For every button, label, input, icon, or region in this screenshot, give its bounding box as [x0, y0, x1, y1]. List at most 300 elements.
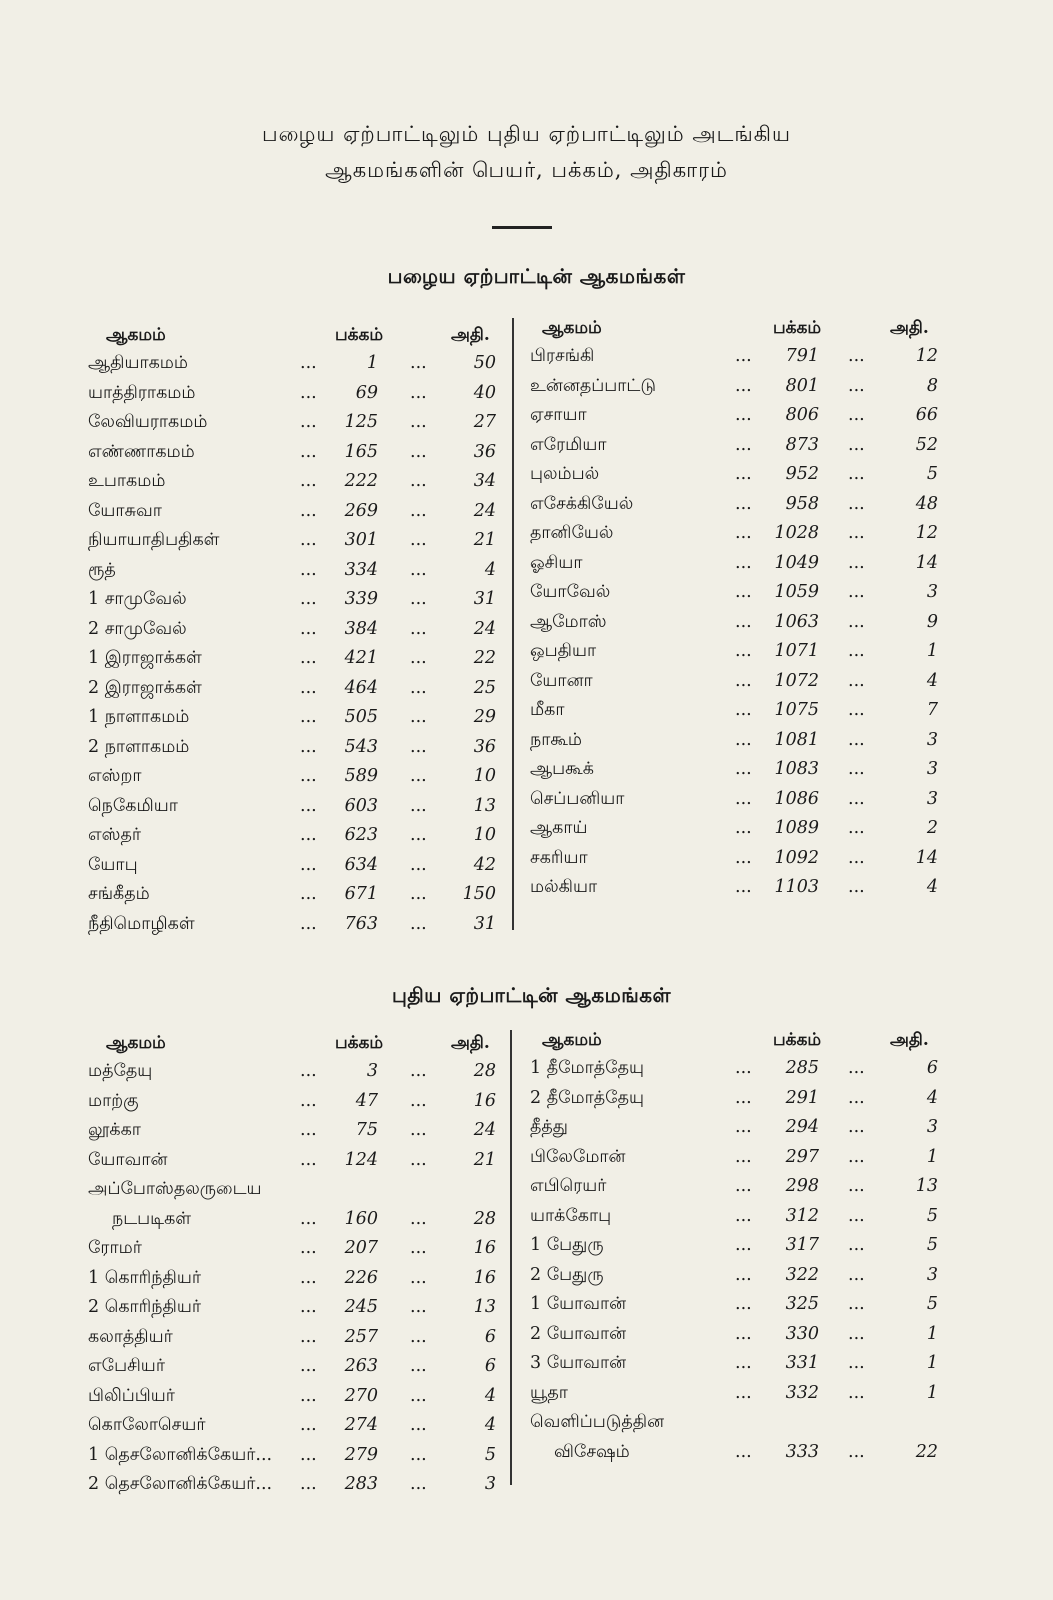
page-number: 505 — [344, 707, 378, 727]
leader-dots: ... — [735, 729, 752, 750]
chapter-count: 150 — [462, 884, 496, 904]
book-name: 1 நாளாகமம் — [88, 707, 190, 727]
book-name: 2 பேதுரு — [530, 1264, 604, 1285]
leader-dots: ... — [848, 1353, 865, 1373]
chapter-count: 22 — [915, 1441, 938, 1462]
leader-dots: ... — [410, 854, 427, 875]
book-name: நாகூம் — [530, 729, 583, 750]
book-name: 1 தெசலோனிக்கேயர்... — [88, 1444, 273, 1465]
book-name: யோசுவா — [88, 500, 162, 521]
leader-dots: ... — [735, 1264, 752, 1285]
leader-dots: ... — [848, 1382, 865, 1403]
book-name: 1 தீமோத்தேயு — [530, 1058, 644, 1078]
column-divider — [512, 318, 514, 930]
page-title-line-2: ஆகமங்களின் பெயர், பக்கம், அதிகாரம் — [325, 158, 728, 182]
book-name: செப்பனியா — [530, 788, 625, 809]
leader-dots: ... — [300, 412, 317, 432]
leader-dots: ... — [848, 1323, 865, 1344]
leader-dots: ... — [300, 1090, 317, 1111]
book-name: பிலேமோன் — [530, 1146, 626, 1167]
book-name: மாற்கு — [88, 1090, 139, 1111]
leader-dots: ... — [300, 559, 317, 580]
chapter-count: 3 — [926, 788, 938, 809]
book-name: யாக்கோபு — [530, 1205, 612, 1226]
page-number: 1 — [366, 353, 378, 373]
leader-dots: ... — [410, 736, 427, 757]
leader-dots: ... — [300, 1474, 317, 1494]
page-number: 421 — [344, 648, 378, 668]
leader-dots: ... — [848, 1087, 865, 1108]
chapter-count: 3 — [926, 1117, 938, 1137]
page-number: 160 — [344, 1208, 378, 1229]
book-name: நீதிமொழிகள் — [88, 913, 195, 934]
leader-dots: ... — [300, 1120, 317, 1140]
leader-dots: ... — [735, 375, 752, 396]
book-row — [88, 589, 516, 619]
book-name: 1 யோவான் — [530, 1294, 627, 1314]
book-name: உன்னதப்பாட்டு — [530, 375, 656, 396]
old-testament-heading: பழைய ஏற்பாட்டின் ஆகமங்கள் — [387, 264, 686, 288]
page-number: 671 — [344, 884, 378, 904]
page-number: 791 — [785, 346, 819, 366]
leader-dots: ... — [410, 500, 427, 521]
book-row — [530, 730, 960, 760]
chapter-count: 14 — [915, 847, 938, 868]
book-row — [88, 1445, 516, 1475]
page-number: 317 — [785, 1235, 819, 1255]
leader-dots: ... — [848, 641, 865, 661]
chapter-count: 9 — [926, 611, 938, 632]
page-number: 1063 — [774, 611, 819, 632]
chapters-column-header: அதி. — [451, 1033, 490, 1053]
chapter-count: 16 — [473, 1090, 496, 1111]
leader-dots: ... — [410, 766, 427, 786]
leader-dots: ... — [848, 611, 865, 632]
book-name: தீத்து — [530, 1117, 568, 1137]
old-testament-right-column — [530, 318, 960, 907]
book-row — [530, 346, 960, 376]
leader-dots: ... — [410, 648, 427, 668]
chapter-count: 1 — [926, 1353, 938, 1373]
book-row — [530, 1235, 960, 1265]
leader-dots: ... — [300, 1238, 317, 1258]
page-number: 1086 — [774, 788, 819, 809]
leader-dots: ... — [300, 766, 317, 786]
book-name: கொலோசெயர் — [88, 1415, 206, 1435]
leader-dots: ... — [848, 1117, 865, 1137]
chapter-count: 27 — [473, 412, 496, 432]
book-row — [530, 1265, 960, 1295]
page-number: 1072 — [774, 670, 819, 691]
book-name: விசேஷம் — [554, 1441, 630, 1462]
page-number: 623 — [344, 825, 378, 845]
chapter-count: 6 — [484, 1356, 496, 1376]
chapter-count: 12 — [915, 523, 938, 543]
book-name: 2 சாமுவேல் — [88, 618, 187, 639]
chapter-count: 21 — [473, 530, 496, 550]
chapters-column-header: அதி. — [890, 1030, 929, 1050]
leader-dots: ... — [300, 795, 317, 816]
page-number: 257 — [344, 1326, 378, 1347]
chapter-count: 40 — [473, 382, 496, 403]
leader-dots: ... — [735, 434, 752, 455]
book-row — [530, 1294, 960, 1324]
page-number: 334 — [344, 559, 378, 580]
book-row — [530, 1442, 960, 1472]
leader-dots: ... — [300, 1149, 317, 1170]
new-testament-heading: புதிய ஏற்பாட்டின் ஆகமங்கள் — [391, 983, 672, 1007]
book-row — [88, 648, 516, 678]
leader-dots: ... — [300, 382, 317, 403]
book-row — [88, 353, 516, 383]
book-row — [530, 759, 960, 789]
book-row — [88, 1150, 516, 1180]
book-name: யோபு — [88, 854, 138, 875]
leader-dots: ... — [410, 382, 427, 403]
chapter-count: 16 — [473, 1267, 496, 1288]
leader-dots: ... — [848, 788, 865, 809]
column-header — [88, 1033, 516, 1061]
leader-dots: ... — [300, 677, 317, 698]
chapter-count: 5 — [926, 1205, 938, 1226]
leader-dots: ... — [848, 1146, 865, 1167]
chapter-count: 42 — [473, 854, 496, 875]
leader-dots: ... — [735, 788, 752, 809]
leader-dots: ... — [300, 471, 317, 491]
chapter-count: 5 — [484, 1444, 496, 1465]
leader-dots: ... — [300, 500, 317, 521]
leader-dots: ... — [735, 818, 752, 838]
book-row — [530, 1206, 960, 1236]
leader-dots: ... — [848, 582, 865, 602]
book-row — [530, 641, 960, 671]
page-number: 3 — [366, 1061, 378, 1081]
page-number: 1092 — [774, 847, 819, 868]
page-number: 301 — [344, 530, 378, 550]
leader-dots: ... — [410, 441, 427, 462]
book-row — [530, 700, 960, 730]
leader-dots: ... — [848, 1205, 865, 1226]
chapter-count: 34 — [473, 471, 496, 491]
page-number: 543 — [344, 736, 378, 757]
leader-dots: ... — [735, 641, 752, 661]
chapter-count: 24 — [473, 618, 496, 639]
book-row — [88, 1474, 516, 1504]
book-row — [88, 1268, 516, 1298]
chapter-count: 4 — [926, 670, 938, 691]
book-row — [88, 560, 516, 590]
book-row — [88, 619, 516, 649]
book-name: ரோமர் — [88, 1238, 142, 1258]
book-column-header: ஆகமம் — [542, 1030, 602, 1050]
leader-dots: ... — [410, 353, 427, 373]
chapter-count: 3 — [926, 729, 938, 750]
book-row — [530, 1176, 960, 1206]
leader-dots: ... — [848, 552, 865, 573]
book-name: நெகேமியா — [88, 795, 178, 816]
page-number: 763 — [344, 913, 378, 934]
book-row — [530, 848, 960, 878]
leader-dots: ... — [300, 1444, 317, 1465]
book-name: ஆதியாகமம் — [88, 353, 188, 373]
book-name: 1 பேதுரு — [530, 1235, 604, 1255]
book-name: எரேமியா — [530, 434, 607, 455]
book-column-header: ஆகமம் — [106, 1033, 166, 1053]
book-row — [530, 553, 960, 583]
page-number: 270 — [344, 1385, 378, 1406]
book-row — [88, 678, 516, 708]
page-number: 873 — [785, 434, 819, 455]
book-name: நியாயாதிபதிகள் — [88, 530, 220, 550]
leader-dots: ... — [300, 1385, 317, 1406]
leader-dots: ... — [410, 825, 427, 845]
chapter-count: 31 — [473, 589, 496, 609]
page-number: 312 — [785, 1205, 819, 1226]
old-testament-left-column — [88, 325, 516, 943]
book-name: எஸ்றா — [88, 766, 142, 786]
book-row — [88, 855, 516, 885]
chapter-count: 25 — [473, 677, 496, 698]
chapter-count: 5 — [926, 464, 938, 484]
book-row — [88, 442, 516, 472]
book-name: எபேசியர் — [88, 1356, 165, 1376]
leader-dots: ... — [848, 847, 865, 868]
book-name: அப்போஸ்தலருடைய — [88, 1179, 262, 1199]
chapter-count: 5 — [926, 1294, 938, 1314]
leader-dots: ... — [848, 1441, 865, 1462]
leader-dots: ... — [410, 1474, 427, 1494]
chapter-count: 24 — [473, 1120, 496, 1140]
page-number: 333 — [785, 1441, 819, 1462]
chapter-count: 3 — [484, 1474, 496, 1494]
book-row — [88, 914, 516, 944]
page-number: 47 — [355, 1090, 378, 1111]
leader-dots: ... — [848, 877, 865, 897]
leader-dots: ... — [410, 1415, 427, 1435]
book-name: ஒபதியா — [530, 641, 597, 661]
book-column-header: ஆகமம் — [106, 325, 166, 345]
book-name: உபாகமம் — [88, 471, 166, 491]
book-name: ஓசியா — [530, 552, 583, 573]
page-number: 294 — [785, 1117, 819, 1137]
leader-dots: ... — [848, 493, 865, 514]
book-row — [530, 435, 960, 465]
book-row — [88, 1179, 516, 1209]
leader-dots: ... — [300, 530, 317, 550]
book-name: ரூத் — [88, 559, 116, 580]
column-divider — [510, 1030, 512, 1485]
chapter-count: 24 — [473, 500, 496, 521]
leader-dots: ... — [735, 582, 752, 602]
leader-dots: ... — [410, 618, 427, 639]
book-name: 1 இராஜாக்கள் — [88, 648, 202, 668]
leader-dots: ... — [410, 1267, 427, 1288]
leader-dots: ... — [410, 589, 427, 609]
book-row — [530, 818, 960, 848]
chapter-count: 52 — [915, 434, 938, 455]
leader-dots: ... — [300, 1208, 317, 1229]
leader-dots: ... — [735, 464, 752, 484]
leader-dots: ... — [735, 877, 752, 897]
page-number: 322 — [785, 1264, 819, 1285]
leader-dots: ... — [735, 847, 752, 868]
book-name: பிலிப்பியர் — [88, 1385, 175, 1406]
book-row — [88, 1356, 516, 1386]
book-row — [88, 1297, 516, 1327]
book-row — [88, 737, 516, 767]
book-name: 2 நாளாகமம் — [88, 736, 190, 757]
page-number: 269 — [344, 500, 378, 521]
leader-dots: ... — [410, 884, 427, 904]
page-number: 331 — [785, 1353, 819, 1373]
leader-dots: ... — [735, 1382, 752, 1403]
leader-dots: ... — [300, 854, 317, 875]
book-row — [530, 789, 960, 819]
leader-dots: ... — [735, 1441, 752, 1462]
page-number: 226 — [344, 1267, 378, 1288]
book-row — [530, 376, 960, 406]
book-row — [530, 582, 960, 612]
page-number: 332 — [785, 1382, 819, 1403]
leader-dots: ... — [735, 405, 752, 425]
leader-dots: ... — [300, 441, 317, 462]
book-row — [530, 1353, 960, 1383]
book-row — [88, 1091, 516, 1121]
page-column-header: பக்கம் — [773, 1030, 822, 1050]
page-number: 1081 — [774, 729, 819, 750]
book-name: 1 சாமுவேல் — [88, 589, 187, 609]
leader-dots: ... — [300, 736, 317, 757]
chapter-count: 1 — [926, 1146, 938, 1167]
book-name: 1 கொரிந்தியர் — [88, 1267, 201, 1288]
new-testament-right-column — [530, 1030, 960, 1471]
chapter-count: 1 — [926, 641, 938, 661]
page-number: 222 — [344, 471, 378, 491]
chapter-count: 6 — [484, 1326, 496, 1347]
page-number: 75 — [355, 1120, 378, 1140]
leader-dots: ... — [735, 1117, 752, 1137]
leader-dots: ... — [300, 913, 317, 934]
leader-dots: ... — [410, 1061, 427, 1081]
book-name: 2 தீமோத்தேயு — [530, 1087, 644, 1108]
leader-dots: ... — [848, 700, 865, 720]
page-number: 298 — [785, 1176, 819, 1196]
chapter-count: 16 — [473, 1238, 496, 1258]
chapter-count: 12 — [915, 346, 938, 366]
leader-dots: ... — [848, 375, 865, 396]
book-name: ஆமோஸ் — [530, 611, 607, 632]
book-row — [530, 1383, 960, 1413]
leader-dots: ... — [300, 884, 317, 904]
chapter-count: 3 — [926, 1264, 938, 1285]
page-number: 69 — [355, 382, 378, 403]
book-row — [530, 1412, 960, 1442]
chapter-count: 13 — [473, 1297, 496, 1317]
book-row — [88, 1415, 516, 1445]
chapter-count: 1 — [926, 1323, 938, 1344]
chapter-count: 13 — [915, 1176, 938, 1196]
book-row — [530, 612, 960, 642]
chapter-count: 13 — [473, 795, 496, 816]
leader-dots: ... — [410, 795, 427, 816]
page-number: 384 — [344, 618, 378, 639]
book-name: யூதா — [530, 1382, 568, 1403]
book-row — [530, 1058, 960, 1088]
leader-dots: ... — [735, 1205, 752, 1226]
book-row — [530, 494, 960, 524]
book-name: யாத்திராகமம் — [88, 382, 196, 403]
page-column-header: பக்கம் — [335, 325, 384, 345]
leader-dots: ... — [848, 346, 865, 366]
leader-dots: ... — [410, 677, 427, 698]
page-number: 325 — [785, 1294, 819, 1314]
book-name: யோவான் — [88, 1149, 168, 1170]
book-name: மத்தேயு — [88, 1061, 153, 1081]
chapter-count: 4 — [484, 1385, 496, 1406]
new-testament-left-column — [88, 1033, 516, 1504]
chapter-count: 4 — [926, 877, 938, 897]
book-row — [88, 825, 516, 855]
chapter-count: 50 — [473, 353, 496, 373]
book-row — [88, 1120, 516, 1150]
leader-dots: ... — [735, 611, 752, 632]
book-name: புலம்பல் — [530, 464, 600, 484]
leader-dots: ... — [848, 1235, 865, 1255]
chapter-count: 6 — [926, 1058, 938, 1078]
chapters-column-header: அதி. — [890, 318, 929, 338]
page-number: 589 — [344, 766, 378, 786]
chapter-count: 4 — [484, 559, 496, 580]
book-name: 2 யோவான் — [530, 1323, 627, 1344]
book-name: யோவேல் — [530, 582, 611, 602]
leader-dots: ... — [848, 434, 865, 455]
column-header — [530, 1030, 960, 1058]
book-name: எபிரெயர் — [530, 1176, 607, 1196]
book-row — [88, 1061, 516, 1091]
leader-dots: ... — [848, 1058, 865, 1078]
book-row — [88, 1386, 516, 1416]
book-row — [88, 412, 516, 442]
leader-dots: ... — [735, 523, 752, 543]
chapter-count: 31 — [473, 913, 496, 934]
leader-dots: ... — [735, 1323, 752, 1344]
page-number: 1049 — [774, 552, 819, 573]
book-name: 2 கொரிந்தியர் — [88, 1297, 201, 1317]
chapter-count: 48 — [915, 493, 938, 514]
page-number: 125 — [344, 412, 378, 432]
leader-dots: ... — [735, 759, 752, 779]
page-number: 165 — [344, 441, 378, 462]
book-row — [88, 707, 516, 737]
book-row — [88, 796, 516, 826]
leader-dots: ... — [410, 471, 427, 491]
chapter-count: 3 — [926, 759, 938, 779]
page-column-header: பக்கம் — [335, 1033, 384, 1053]
leader-dots: ... — [735, 346, 752, 366]
page-number: 634 — [344, 854, 378, 875]
chapter-count: 28 — [473, 1061, 496, 1081]
page-number: 801 — [785, 375, 819, 396]
leader-dots: ... — [735, 670, 752, 691]
chapter-count: 28 — [473, 1208, 496, 1229]
book-name: லூக்கா — [88, 1120, 141, 1140]
book-row — [530, 1147, 960, 1177]
page-number: 1071 — [774, 641, 819, 661]
page-column-header: பக்கம் — [773, 318, 822, 338]
leader-dots: ... — [410, 1238, 427, 1258]
book-name: நடபடிகள் — [112, 1208, 192, 1229]
leader-dots: ... — [300, 648, 317, 668]
